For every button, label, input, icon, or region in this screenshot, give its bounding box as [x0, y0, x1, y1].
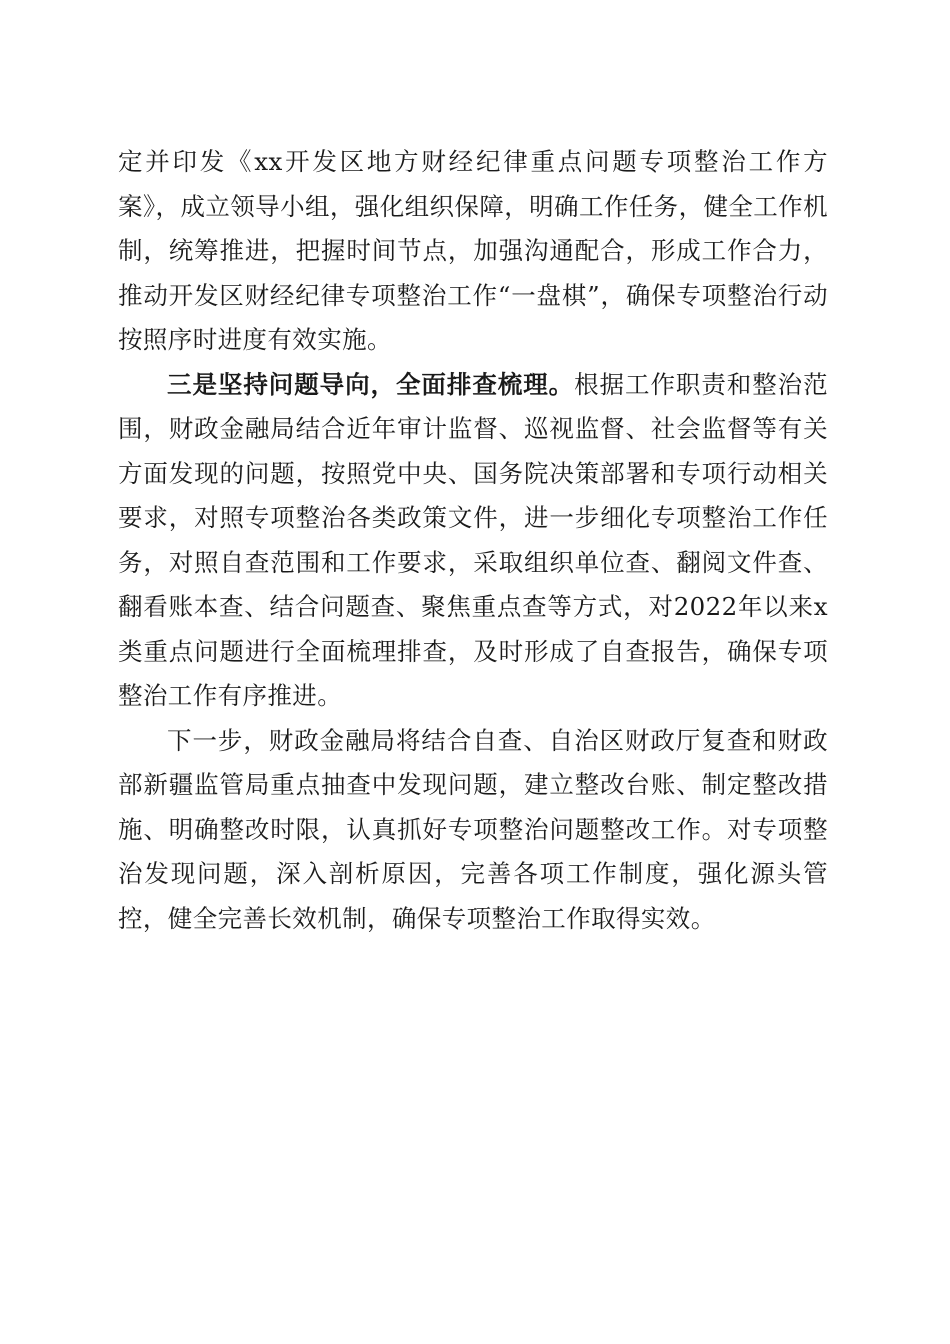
paragraph-lead-heading: 三是坚持问题导向，全面排查梳理。 — [167, 369, 575, 399]
paragraph-problem-orientation — [118, 363, 828, 719]
paragraph-continuation — [118, 140, 828, 363]
paragraph-text: 根据工作职责和整治范围，财政金融局结合近年审计监督、巡视监督、社会监督等有关方面发现的问题，按照党中央、国务院决策部署和专项行动相关要求，对照专项整治各类政策文件，进一步细化专项整治工作任务，对照自查范围和工作要求，采取组织单位查、翻阅文件查、翻看账本查、结合问题查、聚焦重点查等方式，对2022年以来x类重点问题进行全面梳理排查，及时形成了自查报告，确保专项整治工作有序推进。 — [118, 369, 829, 710]
paragraph-next-steps — [118, 719, 828, 942]
paragraph-text: 定并印发《xx开发区地方财经纪律重点问题专项整治工作方案》，成立领导小组，强化组织保障，明确工作任务，健全工作机制，统筹推进，把握时间节点，加强沟通配合，形成工作合力，推动开发区财经纪律专项整治工作“一盘棋”，确保专项整治行动按照序时进度有效实施。 — [118, 147, 828, 354]
paragraph-text: 下一步，财政金融局将结合自查、自治区财政厅复查和财政部新疆监管局重点抽查中发现问题，建立整改台账、制定整改措施、明确整改时限，认真抓好专项整治问题整改工作。对专项整治发现问题，深入剖析原因，完善各项工作制度，强化源头管控，健全完善长效机制，确保专项整治工作取得实效。 — [118, 725, 828, 933]
document-body — [118, 140, 828, 941]
